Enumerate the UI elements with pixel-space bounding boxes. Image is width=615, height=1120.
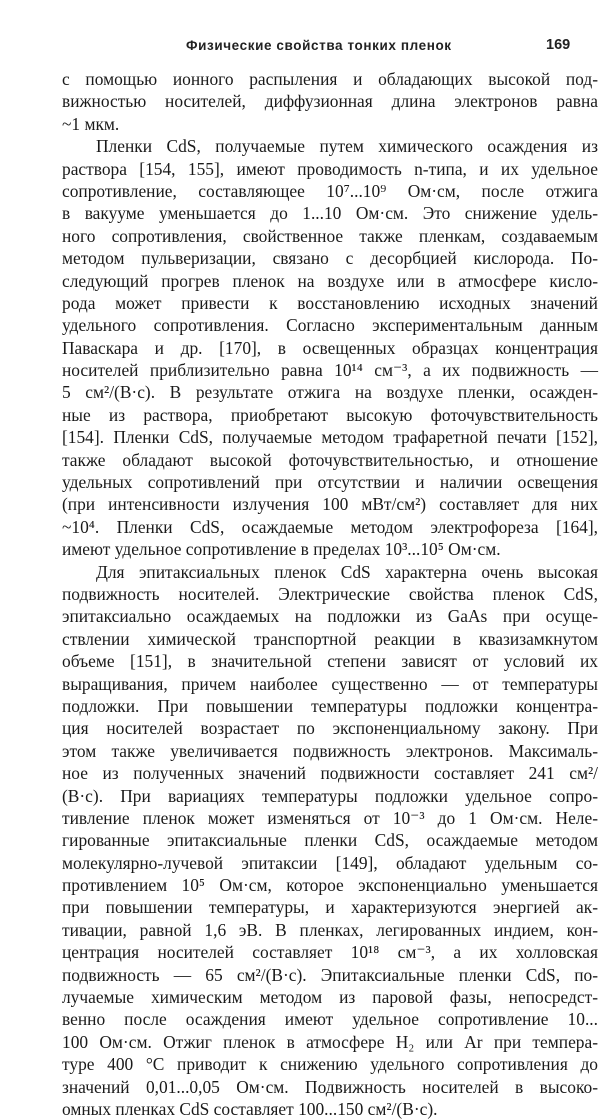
paragraph-2 [62,135,598,560]
text-line: ция носителей возрастает по экспоненциальному закону. При [62,718,598,739]
text-line: эпитаксиально осаждаемых на подложки из GaAs при осуще- [62,606,598,627]
text-line: с помощью ионного распыления и обладающих высокой под- [62,69,598,89]
text-line: ные из раствора, приобретают высокую фоточувствительность [62,404,598,425]
text-line: ное из полученных значений подвижности составляет 241 см²/ [62,763,598,784]
text-line: вижностью носителей, диффузионная длина электронов равна [62,91,598,112]
text-line: противлением 10⁵ Ом·см, которое экспоненциально уменьшается [62,875,598,896]
text-line: ~10⁴. Пленки CdS, осаждаемые методом электрофореза [164], [62,516,598,537]
text-line: раствора [154, 155], имеют проводимость n-типа, и их удельное [62,158,598,179]
text-line: подвижность — 65 см²/(В·с). Эпитаксиальные пленки CdS, по- [62,964,598,985]
text-line: рода может привести к восстановлению исходных значений [62,292,598,313]
text-line: центрация носителей составляет 10¹⁸ см⁻³, а их холловская [62,942,598,963]
text-line: молекулярно-лучевой эпитаксии [149], обладают удельным со- [62,852,598,873]
text-line: ~1 мкм. [62,113,120,134]
text-line: этом также увеличивается подвижность электронов. Максималь- [62,740,598,761]
text-line: (при интенсивности излучения 100 мВт/см²) составляет для них [62,494,598,515]
text-line: 100 Ом·см. Отжиг пленок в атмосфере H₂ или Ar при темпера- [62,1031,598,1052]
text-line: удельных сопротивлений при отсутствии и наличии освещения [62,472,598,493]
text-line: 5 см²/(В·с). В результате отжига на воздухе пленки, осажден- [62,382,598,403]
page-header [0,38,615,60]
text-line: методом пульверизации, связано с десорбцией кислорода. По- [62,248,598,269]
text-line: подложки. При повышении температуры подложки концентра- [62,695,598,716]
text-line: гированные эпитаксиальные пленки CdS, осаждаемые методом [62,830,598,851]
paragraph-1 [62,68,598,135]
text-line: ного сопротивления, свойственное также пленкам, создаваемым [62,225,598,246]
text-line: ствлении химической транспортной реакции в квазизамкнутом [62,628,598,649]
text-line: имеют удельное сопротивление в пределах 10³...10⁵ Ом·см. [62,539,501,560]
text-line: сопротивление, составляющее 10⁷...10⁹ Ом·см, после отжига [62,180,598,201]
text-line: значений 0,01...0,05 Ом·см. Подвижность носителей в высоко- [62,1076,598,1097]
text-line: Пленки CdS, получаемые путем химического осаждения из [96,136,598,157]
text-line: венно после осаждения имеют удельное сопротивление 10... [62,1009,598,1030]
text-line: объеме [151], в значительной степени зависят от условий их [62,651,598,672]
text-line: омных пленках CdS составляет 100...150 см²/(В·с). [62,1098,438,1119]
text-line: выращивания, причем наиболее существенно — от температуры [62,673,598,694]
text-line: тивации, равной 1,6 эВ. В пленках, легированных индием, кон- [62,919,598,940]
text-line: в вакууме уменьшается до 1...10 Ом·см. Это снижение удель- [62,203,598,224]
page-number: 169 [546,37,571,53]
text-line: следующий прогрев пленок на воздухе или в атмосфере кисло- [62,270,598,291]
text-line: при повышении температуры, и характеризуются энергией ак- [62,897,598,918]
text-line: (В·с). При вариациях температуры подложки удельное сопро- [62,785,598,806]
text-line: носителей приблизительно равна 10¹⁴ см⁻³, а их подвижность — [62,360,598,381]
text-line: удельного сопротивления. Согласно экспериментальным данным [62,315,598,336]
text-line: подвижность носителей. Электрические свойства пленок CdS, [62,583,598,604]
text-line: тивление пленок может изменяться от 10⁻³ до 1 Ом·см. Неле- [62,807,598,828]
running-title: Физические свойства тонких пленок [186,38,452,53]
text-line: также обладают высокой фоточувствительностью, и отношение [62,449,598,470]
text-line: [154]. Пленки CdS, получаемые методом трафаретной печати [152], [62,427,598,448]
text-line: туре 400 °C приводит к снижению удельного сопротивления до [62,1054,598,1075]
text-line: Для эпитаксиальных пленок CdS характерна очень высокая [96,561,598,582]
text-line: Паваскара и др. [170], в освещенных образцах концентрация [62,337,598,358]
paragraph-3 [62,561,598,1120]
text-line: лучаемые химическим методом из паровой фазы, непосредст- [62,987,598,1008]
body-text [62,68,598,1120]
